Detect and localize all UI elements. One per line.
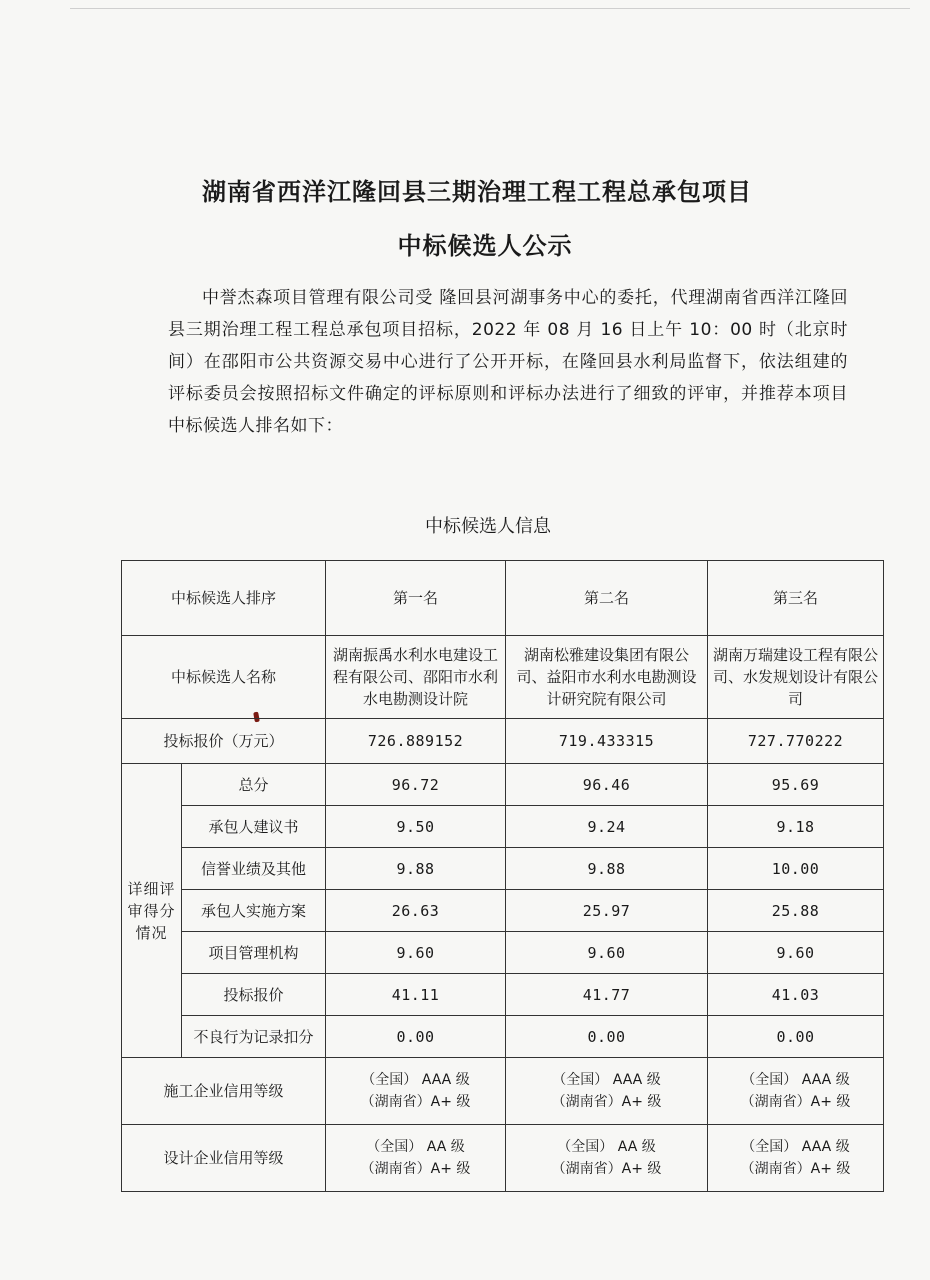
- table-caption: 中标候选人信息: [425, 516, 551, 537]
- name-label: 中标候选人名称: [122, 636, 326, 719]
- score-value: 96.72: [326, 764, 506, 806]
- construction-credit-1: [326, 1058, 506, 1125]
- page-edge-line: [70, 8, 910, 9]
- design-credit-2: [506, 1125, 708, 1192]
- table-row-deduction: [122, 1016, 884, 1058]
- rank-2: 第二名: [506, 561, 708, 636]
- table-row-bid-score: [122, 974, 884, 1016]
- construction-credit-label: 施工企业信用等级: [122, 1058, 326, 1125]
- score-label: 不良行为记录扣分: [182, 1016, 326, 1058]
- score-value: 9.88: [326, 848, 506, 890]
- score-value: 41.11: [326, 974, 506, 1016]
- table-row-management: [122, 932, 884, 974]
- candidate-name-2: 湖南松雅建设集团有限公司、益阳市水利水电勘测设计研究院有限公司: [506, 636, 708, 719]
- score-label: 投标报价: [182, 974, 326, 1016]
- score-value: 9.88: [506, 848, 708, 890]
- construction-credit-2: [506, 1058, 708, 1125]
- table-row-construction-credit: [122, 1058, 884, 1125]
- design-credit-label: 设计企业信用等级: [122, 1125, 326, 1192]
- construction-credit-3: [708, 1058, 884, 1125]
- score-label: 承包人建议书: [182, 806, 326, 848]
- credit-national: （全国） AAA 级: [552, 1072, 661, 1088]
- credit-national: （全国） AA 级: [366, 1139, 465, 1155]
- score-value: 9.60: [708, 932, 884, 974]
- credit-provincial: （湖南省）A+ 级: [551, 1161, 662, 1177]
- candidate-name-3: 湖南万瑞建设工程有限公司、水发规划设计有限公司: [708, 636, 884, 719]
- detail-label: 详细评审得分情况: [122, 764, 182, 1058]
- table-row-bid: [122, 719, 884, 764]
- credit-provincial: （湖南省）A+ 级: [360, 1161, 471, 1177]
- candidate-name-1: 湖南振禹水利水电建设工程有限公司、邵阳市水利水电勘测设计院: [326, 636, 506, 719]
- score-value: 9.50: [326, 806, 506, 848]
- table-row-proposal: [122, 806, 884, 848]
- score-value: 96.46: [506, 764, 708, 806]
- score-value: 26.63: [326, 890, 506, 932]
- table-row-plan: [122, 890, 884, 932]
- score-value: 41.03: [708, 974, 884, 1016]
- credit-provincial: （湖南省）A+ 级: [740, 1161, 851, 1177]
- table-row-reputation: [122, 848, 884, 890]
- rank-3: 第三名: [708, 561, 884, 636]
- document-title: 湖南省西洋江隆回县三期治理工程工程总承包项目: [202, 177, 752, 206]
- score-value: 9.60: [326, 932, 506, 974]
- score-value: 95.69: [708, 764, 884, 806]
- credit-provincial: （湖南省）A+ 级: [551, 1094, 662, 1110]
- table-row-total: [122, 764, 884, 806]
- credit-national: （全国） AAA 级: [361, 1072, 470, 1088]
- score-value: 25.88: [708, 890, 884, 932]
- document-subtitle: 中标候选人公示: [397, 231, 573, 260]
- design-credit-1: [326, 1125, 506, 1192]
- intro-paragraph: 中誉杰森项目管理有限公司受 隆回县河湖事务中心的委托，代理湖南省西洋江隆回县三期治理工程工程总承包项目招标，2022 年 08 月 16 日上午 10：00 时（北京时间）在邵阳市公共资源交易中心进行了公开开标，在隆回县水利局监督下，依法组建的评标委员会按照招标文件确定的评标原则和评标办法进行了细致的评审，并推荐本项目中标候选人排名如下：: [168, 288, 848, 436]
- score-label: 信誉业绩及其他: [182, 848, 326, 890]
- credit-national: （全国） AA 级: [557, 1139, 656, 1155]
- credit-provincial: （湖南省）A+ 级: [740, 1094, 851, 1110]
- table-row-design-credit: [122, 1125, 884, 1192]
- score-value: 0.00: [326, 1016, 506, 1058]
- score-label: 项目管理机构: [182, 932, 326, 974]
- score-value: 9.24: [506, 806, 708, 848]
- ranking-label: 中标候选人排序: [122, 561, 326, 636]
- bid-label: 投标报价（万元）: [122, 719, 326, 764]
- bid-1: 726.889152: [326, 719, 506, 764]
- candidate-table: [121, 560, 884, 1192]
- design-credit-3: [708, 1125, 884, 1192]
- credit-national: （全国） AAA 级: [741, 1072, 850, 1088]
- score-value: 0.00: [708, 1016, 884, 1058]
- score-label: 承包人实施方案: [182, 890, 326, 932]
- score-value: 41.77: [506, 974, 708, 1016]
- score-value: 0.00: [506, 1016, 708, 1058]
- table-row-ranking: [122, 561, 884, 636]
- rank-1: 第一名: [326, 561, 506, 636]
- table-row-names: [122, 636, 884, 719]
- score-value: 9.18: [708, 806, 884, 848]
- credit-national: （全国） AAA 级: [741, 1139, 850, 1155]
- score-value: 9.60: [506, 932, 708, 974]
- bid-3: 727.770222: [708, 719, 884, 764]
- bid-2: 719.433315: [506, 719, 708, 764]
- score-label: 总分: [182, 764, 326, 806]
- score-value: 10.00: [708, 848, 884, 890]
- credit-provincial: （湖南省）A+ 级: [360, 1094, 471, 1110]
- score-value: 25.97: [506, 890, 708, 932]
